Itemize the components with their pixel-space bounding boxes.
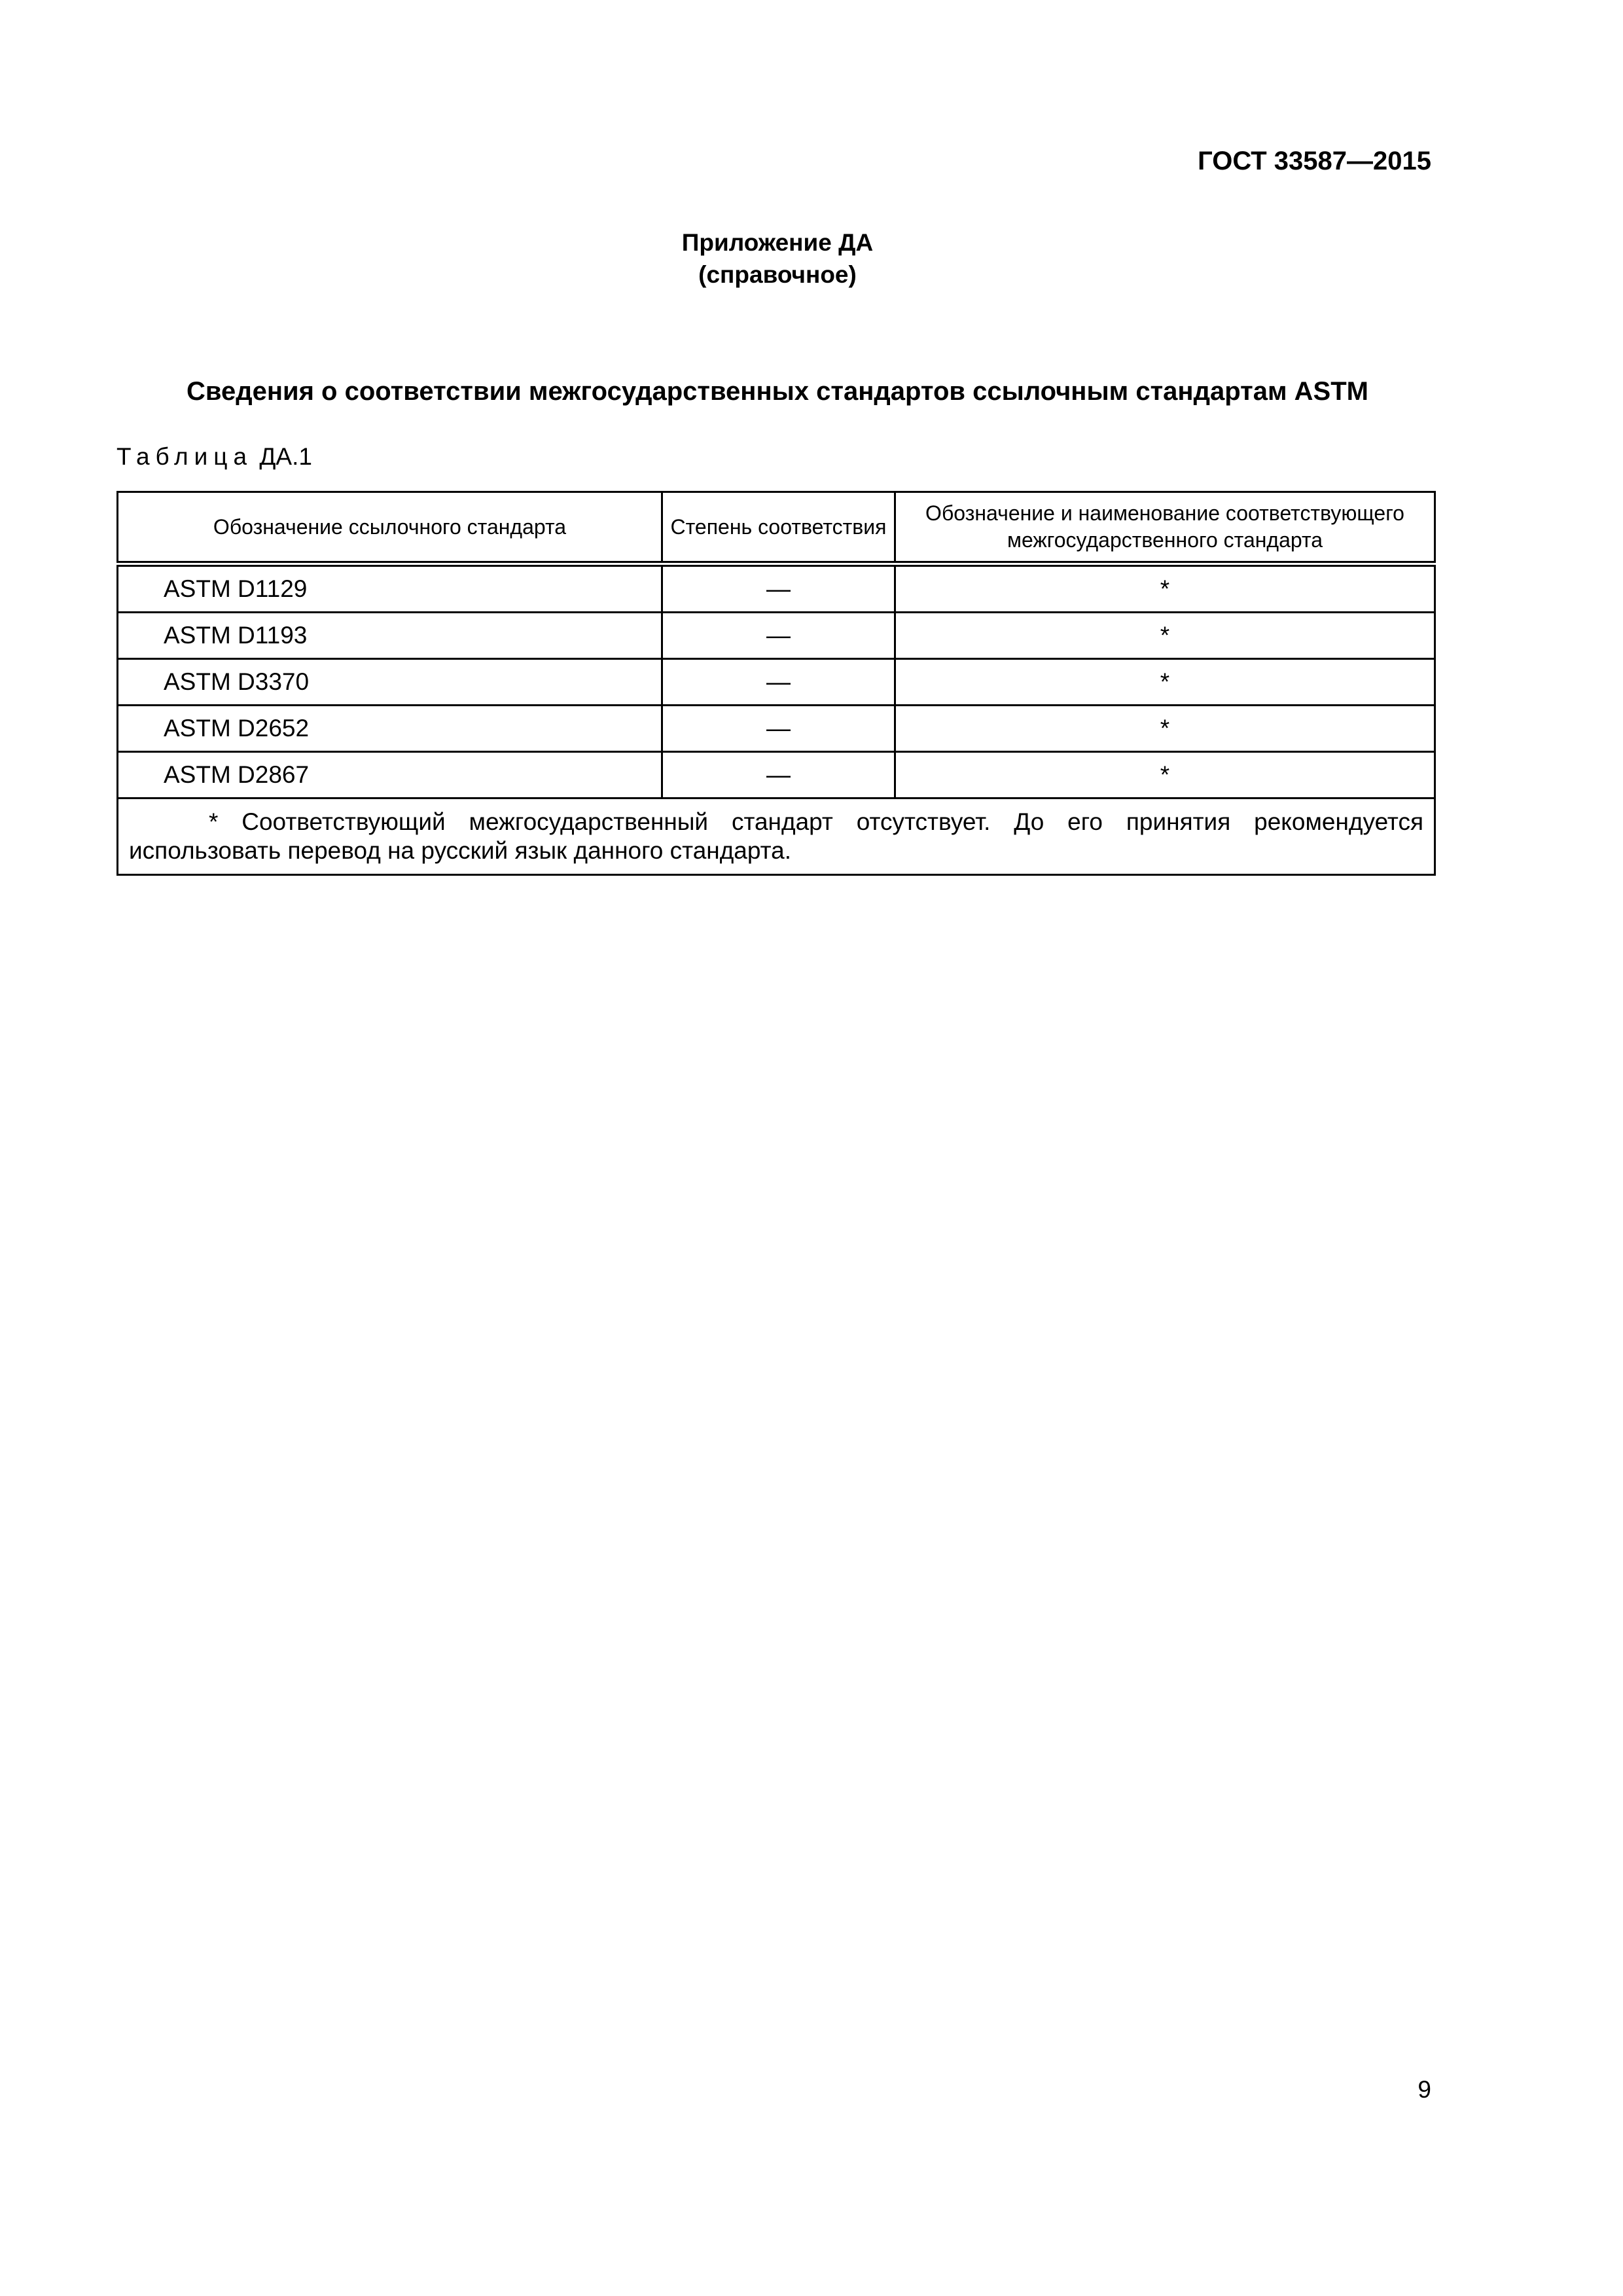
table-row xyxy=(118,613,1435,659)
cell-degree: — xyxy=(662,706,895,752)
cell-standard: ASTM D3370 xyxy=(118,659,662,706)
table-label xyxy=(116,442,312,471)
column-header-equivalent-standard: Обозначение и наименование соответствующего межгосударственного стандарта xyxy=(895,492,1435,564)
cell-degree: — xyxy=(662,659,895,706)
column-header-degree: Степень соответствия xyxy=(662,492,895,564)
appendix-title: Приложение ДА xyxy=(681,229,874,256)
page-number: 9 xyxy=(1418,2076,1431,2103)
table-footnote-row xyxy=(118,798,1435,875)
footnote-text: * Соответствующий межгосударственный стандарт отсутствует. До его принятия рекомендуется использовать перевод на русский язык данного стандарта. xyxy=(129,808,1423,864)
cell-equivalent: * xyxy=(895,752,1435,798)
document-code: ГОСТ 33587—2015 xyxy=(1198,147,1431,175)
cell-standard: ASTM D2867 xyxy=(118,752,662,798)
cell-standard: ASTM D2652 xyxy=(118,706,662,752)
conformity-table xyxy=(116,491,1436,876)
cell-standard: ASTM D1193 xyxy=(118,613,662,659)
table-row xyxy=(118,659,1435,706)
cell-equivalent: * xyxy=(895,564,1435,613)
section-heading: Сведения о соответствии межгосударственных стандартов ссылочным стандартам ASTM xyxy=(187,377,1368,406)
table-row xyxy=(118,564,1435,613)
cell-equivalent: * xyxy=(895,706,1435,752)
cell-degree: — xyxy=(662,564,895,613)
table-header-row xyxy=(118,492,1435,564)
cell-standard: ASTM D1129 xyxy=(118,564,662,613)
table-row xyxy=(118,706,1435,752)
cell-equivalent: * xyxy=(895,659,1435,706)
appendix-heading xyxy=(0,226,1555,291)
cell-degree: — xyxy=(662,752,895,798)
cell-degree: — xyxy=(662,613,895,659)
appendix-subtitle: (справочное) xyxy=(698,261,857,288)
table-label-number: ДА.1 xyxy=(259,443,312,470)
table-label-word: Таблица xyxy=(116,443,253,470)
column-header-reference-standard: Обозначение ссылочного стандарта xyxy=(118,492,662,564)
table-row xyxy=(118,752,1435,798)
table-footnote xyxy=(118,798,1435,875)
cell-equivalent: * xyxy=(895,613,1435,659)
